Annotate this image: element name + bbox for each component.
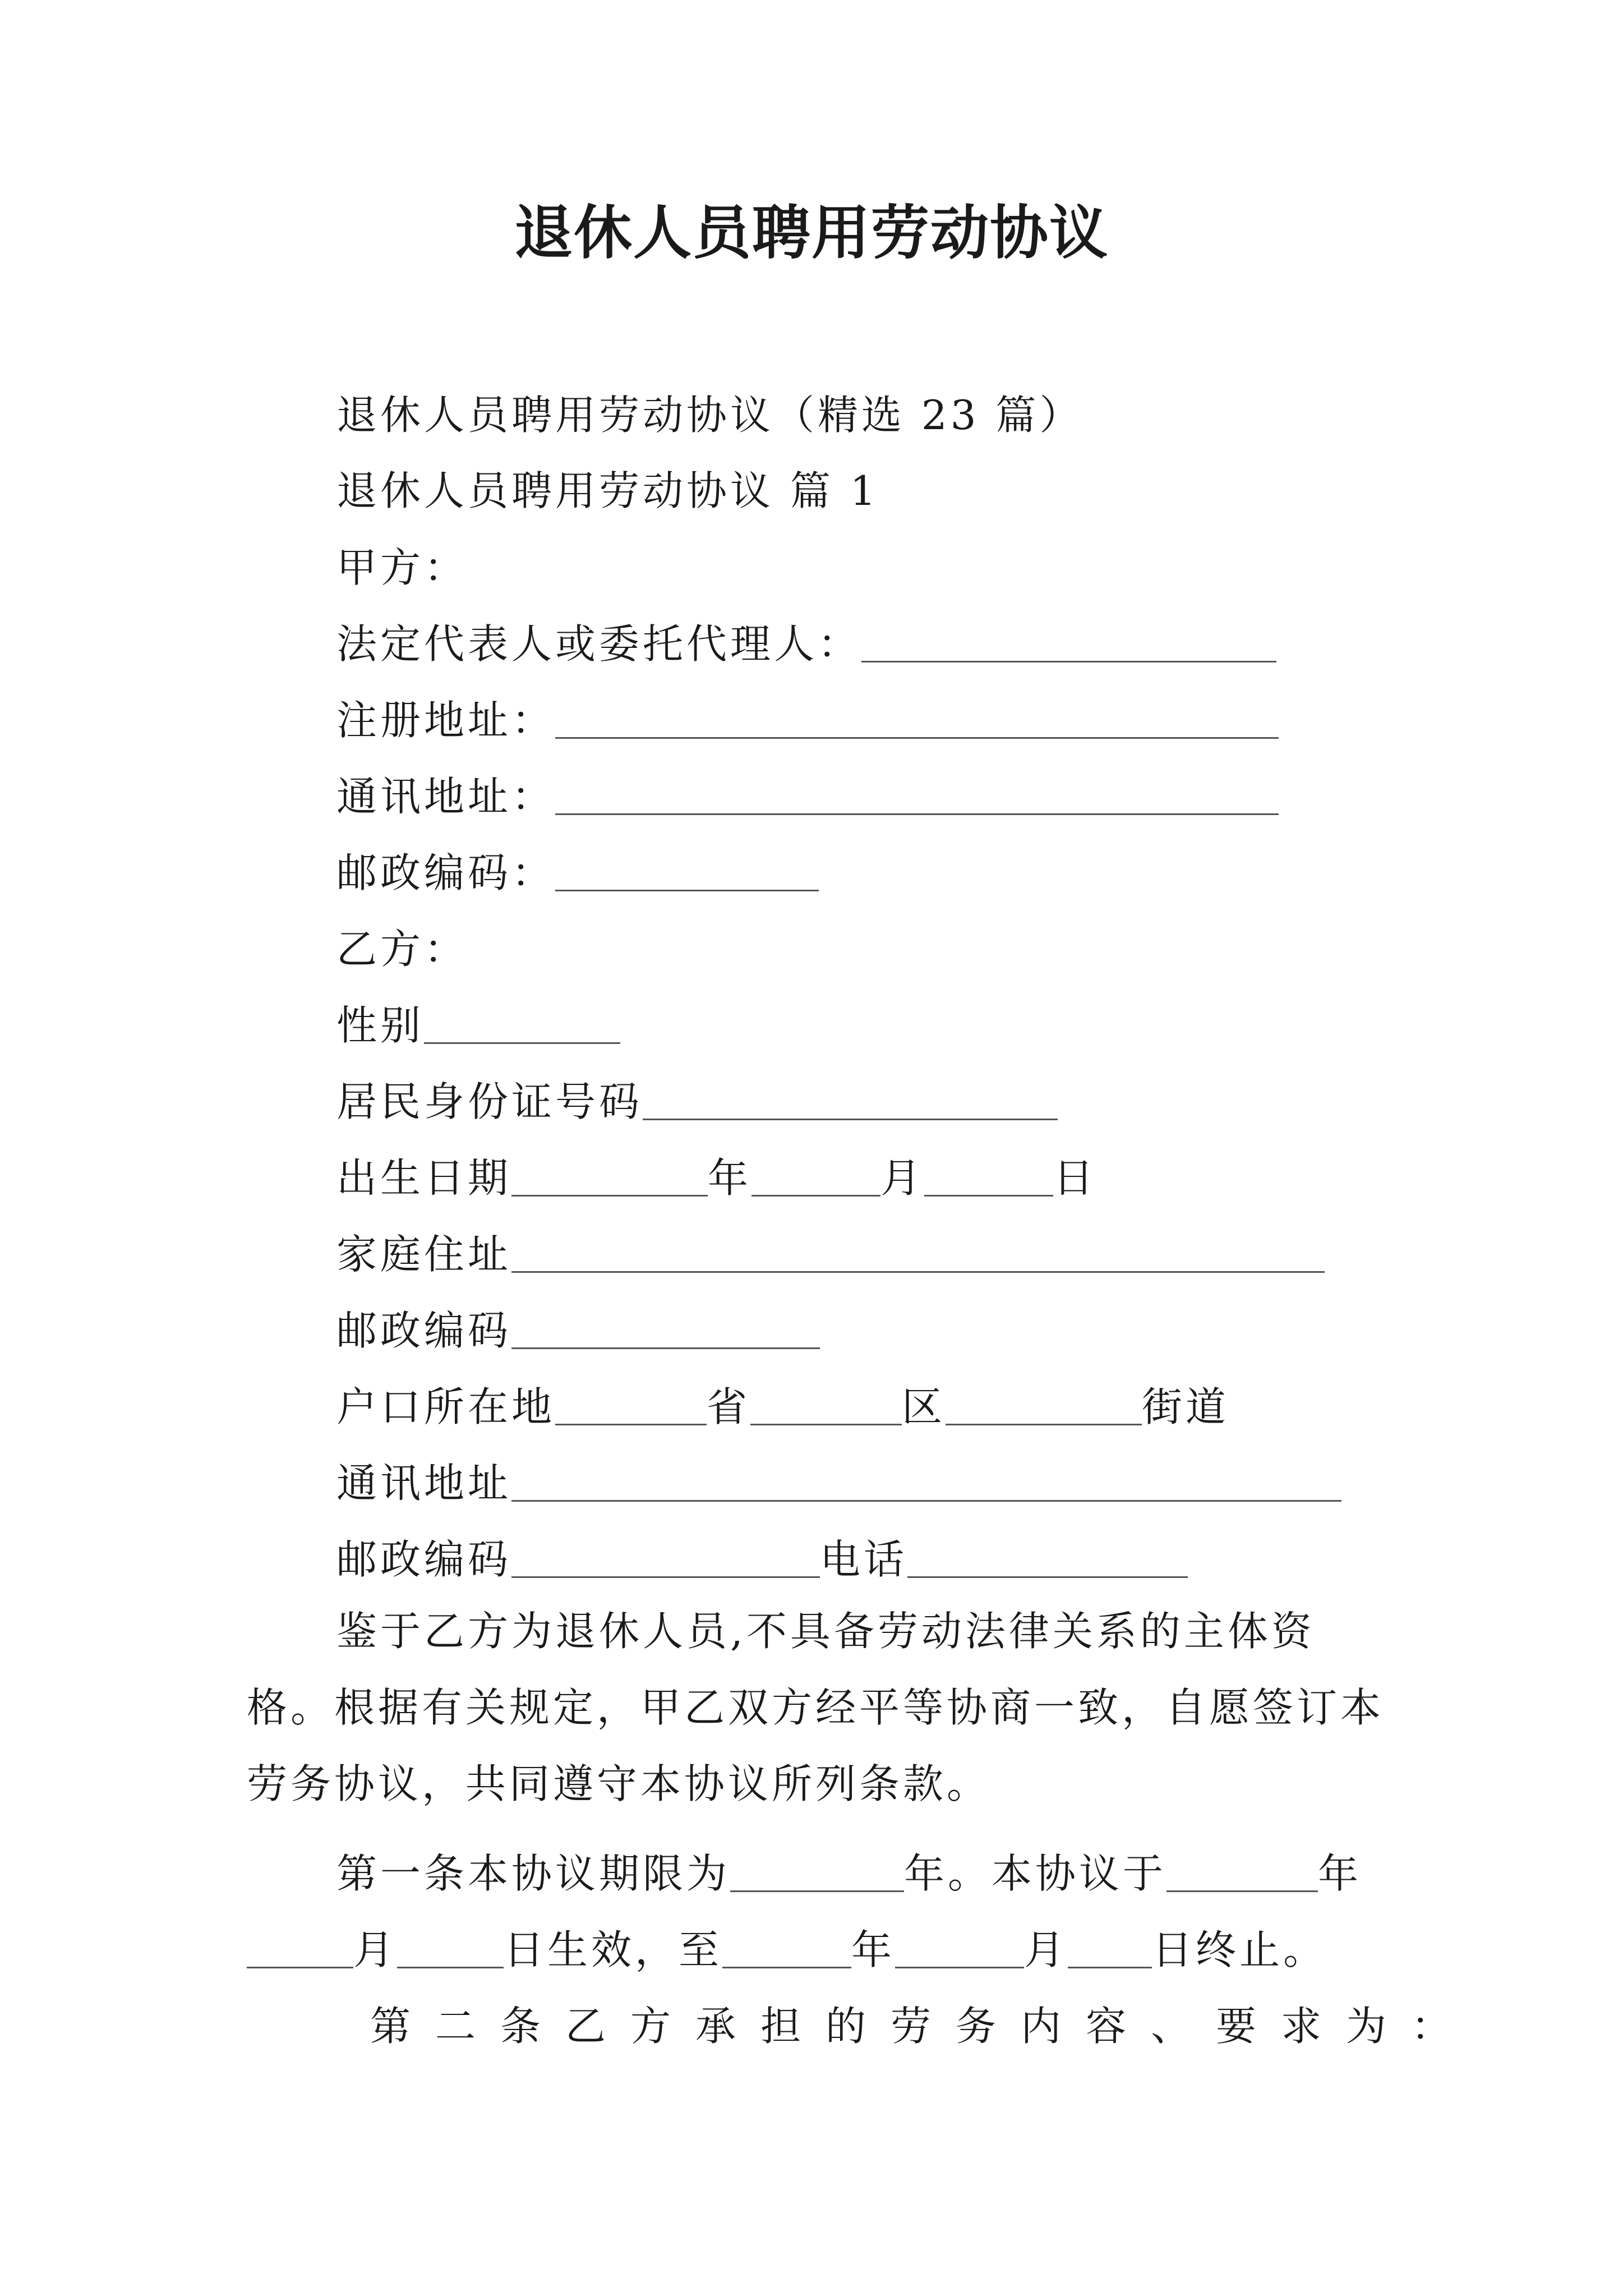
party-b-id-line — [336, 1074, 1058, 1130]
blank-line[interactable] — [555, 850, 819, 891]
month-label: 月 — [880, 1154, 925, 1202]
party-b-gender-line — [336, 997, 620, 1053]
party-a-reg-address-label: 注册地址： — [336, 697, 556, 744]
party-a-postcode-label: 邮政编码： — [336, 849, 556, 896]
article-1-part-d: 月 — [353, 1926, 398, 1973]
blank-line[interactable] — [861, 622, 1276, 662]
party-b-postcode-phone-line — [336, 1531, 1188, 1588]
blank-line[interactable] — [907, 1537, 1188, 1578]
blank-line[interactable] — [555, 774, 1279, 815]
blank-line[interactable] — [750, 1384, 902, 1425]
party-b-mail-address-line — [336, 1455, 1341, 1511]
phone-label: 电话 — [820, 1536, 908, 1583]
article-1-part-f: 年 — [851, 1926, 896, 1973]
article-1-part-e: 日生效，至 — [504, 1926, 723, 1973]
party-a-reg-address-line — [336, 692, 1279, 748]
party-b-postcode-label: 邮政编码 — [336, 1307, 512, 1354]
blank-line[interactable] — [247, 1927, 353, 1968]
document-title: 退休人员聘用劳动协议 — [514, 199, 1109, 267]
blank-line[interactable] — [555, 1384, 707, 1425]
party-b-postcode-line — [336, 1303, 820, 1359]
subtitle: 退休人员聘用劳动协议（精选 23 篇） — [336, 392, 1083, 439]
party-a-legal-rep-label: 法定代表人或委托代理人： — [336, 620, 862, 668]
blank-line[interactable] — [511, 1232, 1325, 1273]
party-b-id-label: 居民身份证号码 — [336, 1078, 643, 1125]
blank-line[interactable] — [722, 1927, 851, 1968]
article-1-part-a: 第一条本协议期限为 — [336, 1850, 731, 1897]
blank-line[interactable] — [751, 1156, 880, 1197]
blank-line[interactable] — [397, 1927, 504, 1968]
article-1-part-c: 年 — [1318, 1850, 1362, 1897]
party-b-mail-address-label: 通讯地址 — [336, 1460, 512, 1507]
party-b-hukou-line — [336, 1379, 1229, 1435]
article-1-line-1 — [336, 1846, 1362, 1902]
blank-line[interactable] — [555, 698, 1279, 739]
article-1-line-2 — [247, 1922, 1327, 1978]
blank-line[interactable] — [924, 1156, 1053, 1197]
blank-line[interactable] — [895, 1927, 1024, 1968]
article-1-part-b: 年。本协议于 — [904, 1850, 1167, 1897]
party-a-mail-address-line — [336, 769, 1279, 825]
party-b-birth-line — [336, 1150, 1097, 1206]
day-label: 日 — [1053, 1154, 1098, 1202]
party-a-legal-rep-line — [336, 616, 1276, 672]
party-a-label: 甲方： — [336, 544, 468, 591]
year-label: 年 — [708, 1154, 752, 1202]
blank-line[interactable] — [511, 1156, 708, 1197]
blank-line[interactable] — [643, 1079, 1058, 1120]
district-label: 区 — [902, 1383, 946, 1430]
article-2-heading: 第二条乙方承担的劳务内容、要求为： — [370, 2003, 1477, 2050]
blank-line[interactable] — [1068, 1927, 1152, 1968]
blank-line[interactable] — [1166, 1851, 1318, 1892]
party-b-hukou-label: 户口所在地 — [336, 1383, 556, 1430]
party-a-postcode-line — [336, 845, 819, 901]
street-label: 街道 — [1142, 1383, 1230, 1430]
province-label: 省 — [707, 1383, 751, 1430]
blank-line[interactable] — [511, 1461, 1341, 1502]
blank-line[interactable] — [511, 1308, 820, 1349]
blank-line[interactable] — [424, 1003, 620, 1044]
party-b-label: 乙方： — [336, 926, 468, 973]
article-1-part-g: 月 — [1024, 1926, 1068, 1973]
party-b-home-address-line — [336, 1226, 1325, 1282]
party-a-mail-address-label: 通讯地址： — [336, 773, 556, 820]
blank-line[interactable] — [946, 1384, 1142, 1425]
party-b-home-address-label: 家庭住址 — [336, 1231, 512, 1278]
party-b-postcode2-label: 邮政编码 — [336, 1536, 512, 1583]
article-1-part-h: 日终止。 — [1152, 1926, 1327, 1973]
preamble-paragraph: 鉴于乙方为退休人员,不具备劳动法律关系的主体资格。根据有关规定，甲乙双方经平等协商一致，自愿签订本劳务协议，共同遵守本协议所列条款。 — [247, 1608, 1385, 1807]
party-b-gender-label: 性别 — [336, 1002, 425, 1049]
party-b-birth-label: 出生日期 — [336, 1154, 512, 1202]
blank-line[interactable] — [730, 1851, 904, 1892]
section-heading: 退休人员聘用劳动协议 篇 1 — [336, 467, 879, 514]
blank-line[interactable] — [511, 1537, 820, 1578]
